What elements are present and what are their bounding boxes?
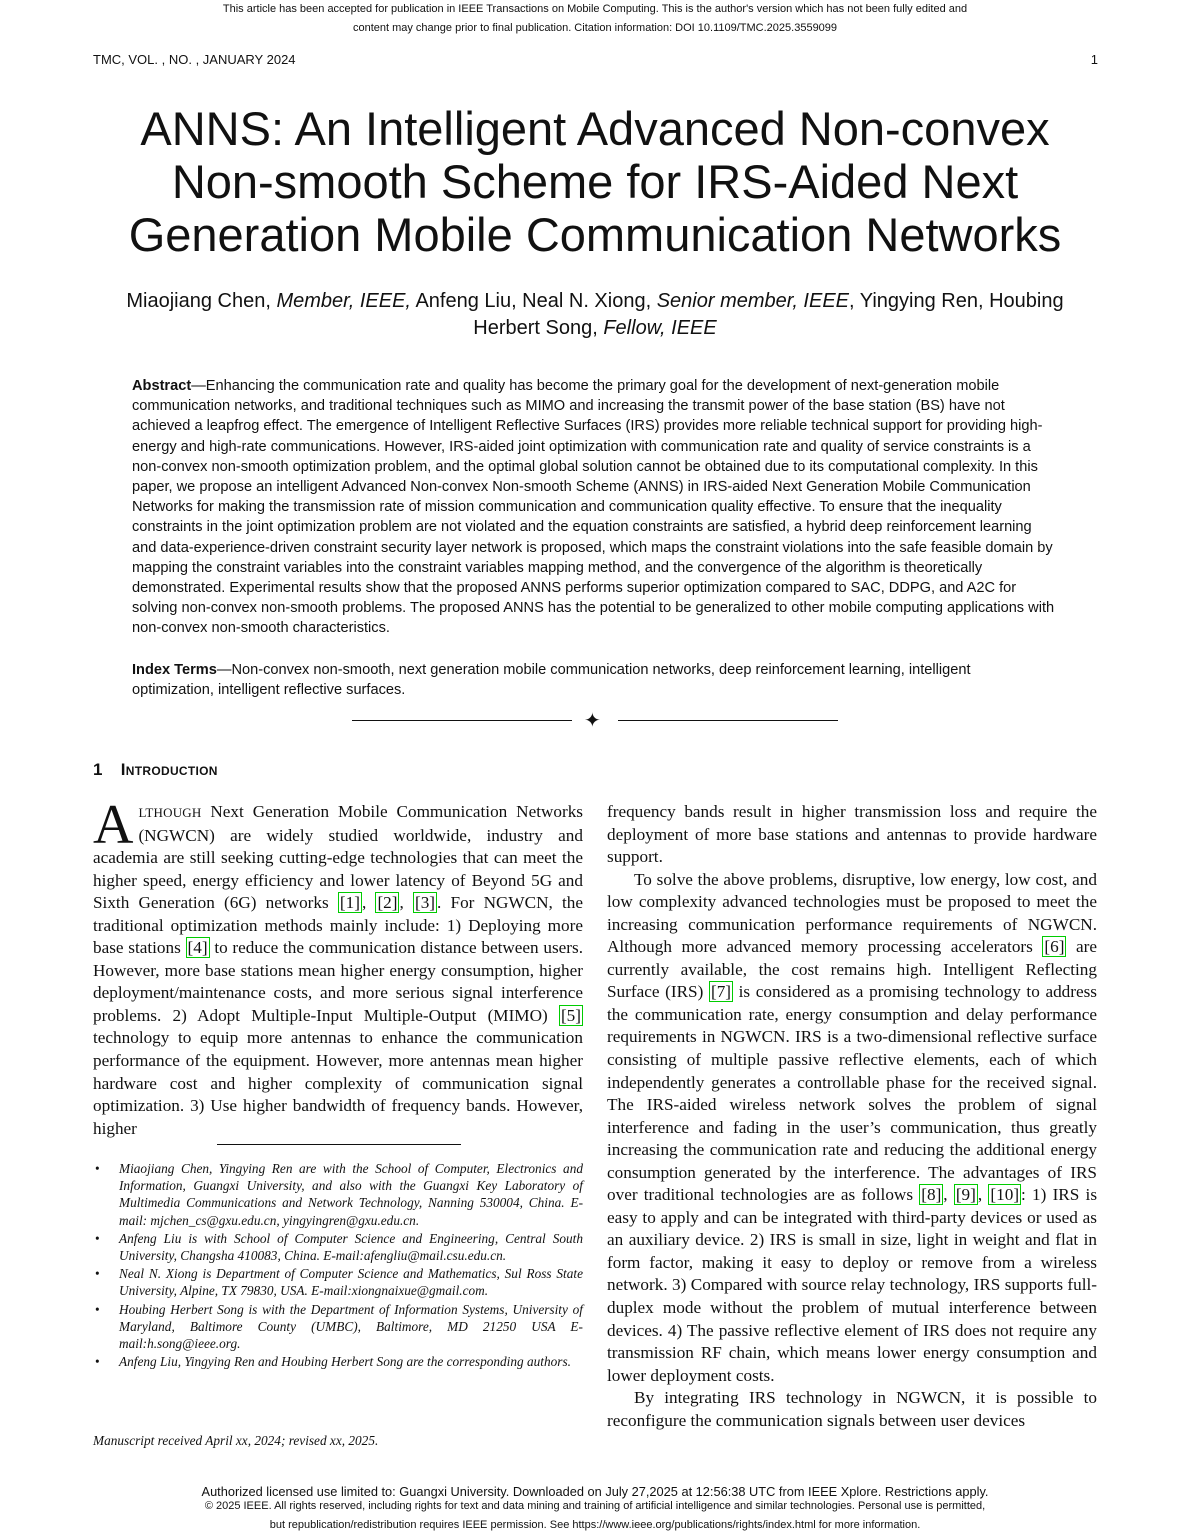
paragraph-text: To solve the above problems, disruptive, low energy, low cost, and low complexity advanced technologies must be proposed to meet the increasing communication performance requirements of NGWCN. Although more advanced memory processing accelerators	[607, 869, 1097, 957]
citation-link[interactable]: [8]	[921, 1185, 942, 1205]
footnote-text: Houbing Herbert Song is with the Department of Information Systems, University of Maryland, Baltimore County (UMBC), Baltimore, MD 21250 USA E-mail:h.song@ieee.org.	[119, 1301, 583, 1352]
footnote-item	[93, 1353, 583, 1370]
copyright-line-2: but republication/redistribution requires IEEE permission. See https://www.ieee.org/publications/rights/index.html for more information.	[269, 1519, 921, 1531]
running-head	[93, 52, 1098, 67]
section-divider	[352, 711, 838, 731]
intro-text-3: to reduce the communication distance between users. However, more base stations mean higher energy consumption, higher deployment/maintenance costs, and more serious signal interference problems. 2) Adopt Multiple-Input Multiple-Output (MIMO)	[93, 938, 583, 1025]
author-1-role: Member, IEEE,	[276, 290, 411, 312]
drop-cap: A	[93, 794, 134, 856]
page-number: 1	[1090, 52, 1098, 67]
footnote-text: Anfeng Liu, Yingying Ren and Houbing Herbert Song are the corresponding authors.	[119, 1354, 571, 1370]
separator: ,	[361, 893, 376, 913]
citation-link[interactable]: [3]	[414, 893, 436, 913]
citation-link[interactable]: [2]	[377, 893, 398, 913]
index-terms-label: Index Terms	[132, 662, 217, 678]
index-terms-text: —Non-convex non-smooth, next generation mobile communication networks, deep reinforcement learning, intelligent optimization, intelligent reflective surfaces.	[132, 662, 971, 699]
journal-issue: TMC, VOL. , NO. , JANUARY 2024	[93, 52, 296, 67]
section-number: 1	[93, 760, 103, 779]
footnote-item	[93, 1265, 583, 1299]
paper-title	[90, 102, 1100, 261]
intro-text-2: . For NGWCN, the traditional optimization methods mainly include: 1) Deploying more base stations	[93, 893, 584, 958]
license-notice: Authorized licensed use limited to: Guangxi University. Downloaded on July 27,2025 at 12:56:38 UTC from IEEE Xplore. Restrictions apply.	[201, 1484, 989, 1499]
right-paragraph-3: By integrating IRS technology in NGWCN, it is possible to reconfigure the communication signals between user devices	[607, 1388, 1097, 1430]
copyright-line-1: © 2025 IEEE. All rights reserved, including rights for text and data mining and training of artificial intelligence and similar technologies. Personal use is permitted,	[204, 1500, 986, 1512]
intro-text-1: Next Generation Mobile Communication Networks (NGWCN) are widely studied worldwide, industry and academia are still seeking cutting-edge technologies that can meet the higher speed, energy efficiency and lower latency of Beyond 5G and Sixth Generation (6G) networks	[93, 802, 583, 913]
separator: ,	[943, 1185, 954, 1205]
paragraph-text: are currently available, the cost remains high. Intelligent Reflecting Surface (IRS)	[607, 937, 1097, 1002]
author-2-role: Senior member, IEEE	[656, 290, 850, 312]
publication-notice	[0, 0, 1190, 38]
intro-text-4: technology to equip more antennas to enhance the communication performance of the equipment. However, more antennas mean higher hardware cost and higher complexity of communication signal optimization. 3) Use higher bandwidth of frequency bands. However, higher	[93, 1028, 583, 1138]
paragraph-text: : 1) IRS is easy to apply and can be integrated with third-party devices or used as an auxiliary device. 2) IRS is small in size, light in weight and flat in form factor, making it easy to deploy or remove from a wireless network. 3) Compared with source relay technology, IRS supports full-duplex mode without the problem of mutual interference between devices. 4) The passive reflective element of IRS does not require any transmission RF chain, which means lower energy consumption and lower deployment costs.	[607, 1185, 1098, 1385]
bullet-icon: •	[95, 1230, 100, 1246]
citation-link[interactable]: [1]	[339, 893, 360, 913]
paragraph-text: is considered as a promising technology to address the communication rate, energy consumption and delay performance requirements in NGWCN. IRS is a two-dimensional reflective surface consisting of multiple passive reflective elements, each of which independently generates a controllable phase for the received signal. The IRS-aided wireless network solves the problem of signal interference and fading in the user’s communication, thus greatly increasing the communication rate and reducing the additional energy consumption generated by the interference. The advantages of IRS over traditional technologies are as follows	[607, 982, 1097, 1205]
author-2: Anfeng Liu, Neal N. Xiong,	[415, 290, 652, 312]
separator: ,	[977, 1185, 989, 1205]
citation-link[interactable]: [10]	[990, 1185, 1020, 1205]
bullet-icon: •	[95, 1354, 100, 1370]
abstract-label: Abstract	[132, 378, 192, 394]
abstract	[132, 376, 1056, 639]
author-1: Miaojiang Chen,	[126, 290, 271, 312]
bullet-icon: •	[95, 1301, 100, 1317]
right-paragraph-1: frequency bands result in higher transmission loss and require the deployment of more base stations and antennas to provide hardware support.	[607, 802, 1097, 867]
section-title: Introduction	[120, 760, 218, 779]
separator: ,	[399, 893, 413, 913]
footnote-item	[93, 1230, 583, 1264]
divider-rule-left	[352, 720, 572, 721]
title-line-1: ANNS: An Intelligent Advanced Non-convex	[140, 102, 1050, 155]
divider-rule-right	[618, 720, 838, 721]
footnote-text: Anfeng Liu is with School of Computer Science and Engineering, Central South University, Changsha 410083, China. E-mail:afengliu@mail.csu.edu.cn.	[119, 1230, 583, 1264]
footnote-text: Neal N. Xiong is Department of Computer Science and Mathematics, Sul Ross State University, Alpine, TX 79830, USA. E-mail:xiongnaixue@gmail.com.	[119, 1266, 583, 1299]
bullet-icon: •	[95, 1161, 100, 1176]
title-line-2: Non-smooth Scheme for IRS-Aided Next	[171, 155, 1019, 208]
index-terms	[132, 660, 1056, 700]
intro-paragraph-1	[93, 794, 584, 1140]
affiliation-footnotes	[93, 1160, 583, 1371]
abstract-text: —Enhancing the communication rate and quality has become the primary goal for the development of next-generation mobile communication networks, and traditional techniques such as MIMO and increasing the transmit power of the base station (BS) have not achieved a leapfrog effect. The emergence of Intelligent Reflective Surfaces (IRS) provides more reliable technical support for providing high-energy and high-rate communications. However, IRS-aided joint optimization with communication rate and quality of service constraints is a non-convex non-smooth optimization problem, and the optimal global solution cannot be obtained due to its computational complexity. In this paper, we propose an intelligent Advanced Non-convex Non-smooth Scheme (ANNS) in IRS-aided Next Generation Mobile Communication Networks for making the transmission rate of mission communication and communication quality effective. To ensure that the inequality constraints in the joint optimization problem are not violated and the equation constraints are satisfied, a hybrid deep reinforcement learning and data-experience-driven constraint security layer network is proposed, which maps the constraint violations into the safe feasible domain by mapping the constraint variables into the constraint variables mapping method, and the convergence of the algorithm is theoretically demonstrated. Experimental results show that the proposed ANNS performs superior optimization compared to SAC, DDPG, and A2C for solving non-convex non-smooth problems. The proposed ANNS has the potential to be generalized to other mobile computing applications with non-convex non-smooth characteristics.	[132, 378, 1055, 637]
footnote-text: Miaojiang Chen, Yingying Ren are with the School of Computer, Electronics and Information, Guangxi University, and also with the Guangxi Key Laboratory of Multimedia Communications and Network Technology, Nanning 530004, China. E-mail: mjchen_cs@gxu.edu.cn, yingyingren@gxu.edu.cn.	[119, 1161, 583, 1228]
citation-link[interactable]: [4]	[187, 938, 208, 958]
citation-link[interactable]: [6]	[1044, 937, 1065, 957]
publication-notice-line1: This article has been accepted for publication in IEEE Transactions on Mobile Computing. This is the author's version which has not been fully edited and	[222, 3, 968, 15]
footnote-item	[93, 1160, 583, 1229]
smallcaps-lead: LTHOUGH	[138, 805, 202, 820]
title-line-3: Generation Mobile Communication Networks	[128, 208, 1062, 261]
bullet-icon: •	[95, 1266, 100, 1282]
right-column	[607, 801, 1097, 1432]
author-4-role: Fellow, IEEE	[603, 317, 717, 339]
author-4: Herbert Song,	[473, 317, 598, 339]
divider-star-icon: ✦	[584, 710, 601, 732]
footnote-item	[93, 1301, 583, 1353]
right-paragraph-2	[607, 869, 1097, 1388]
left-column	[93, 794, 584, 1140]
section-heading	[93, 760, 218, 780]
footnote-rule	[217, 1144, 461, 1145]
manuscript-note: Manuscript received April xx, 2024; revised xx, 2025.	[93, 1433, 379, 1448]
author-3: , Yingying Ren, Houbing	[849, 290, 1064, 312]
publication-notice-line2: content may change prior to final publication. Citation information: DOI 10.1109/TMC.2025.3559099	[352, 22, 838, 34]
citation-link[interactable]: [5]	[560, 1005, 581, 1025]
citation-link[interactable]: [9]	[955, 1185, 976, 1205]
author-list	[90, 288, 1100, 342]
citation-link[interactable]: [7]	[710, 982, 732, 1002]
